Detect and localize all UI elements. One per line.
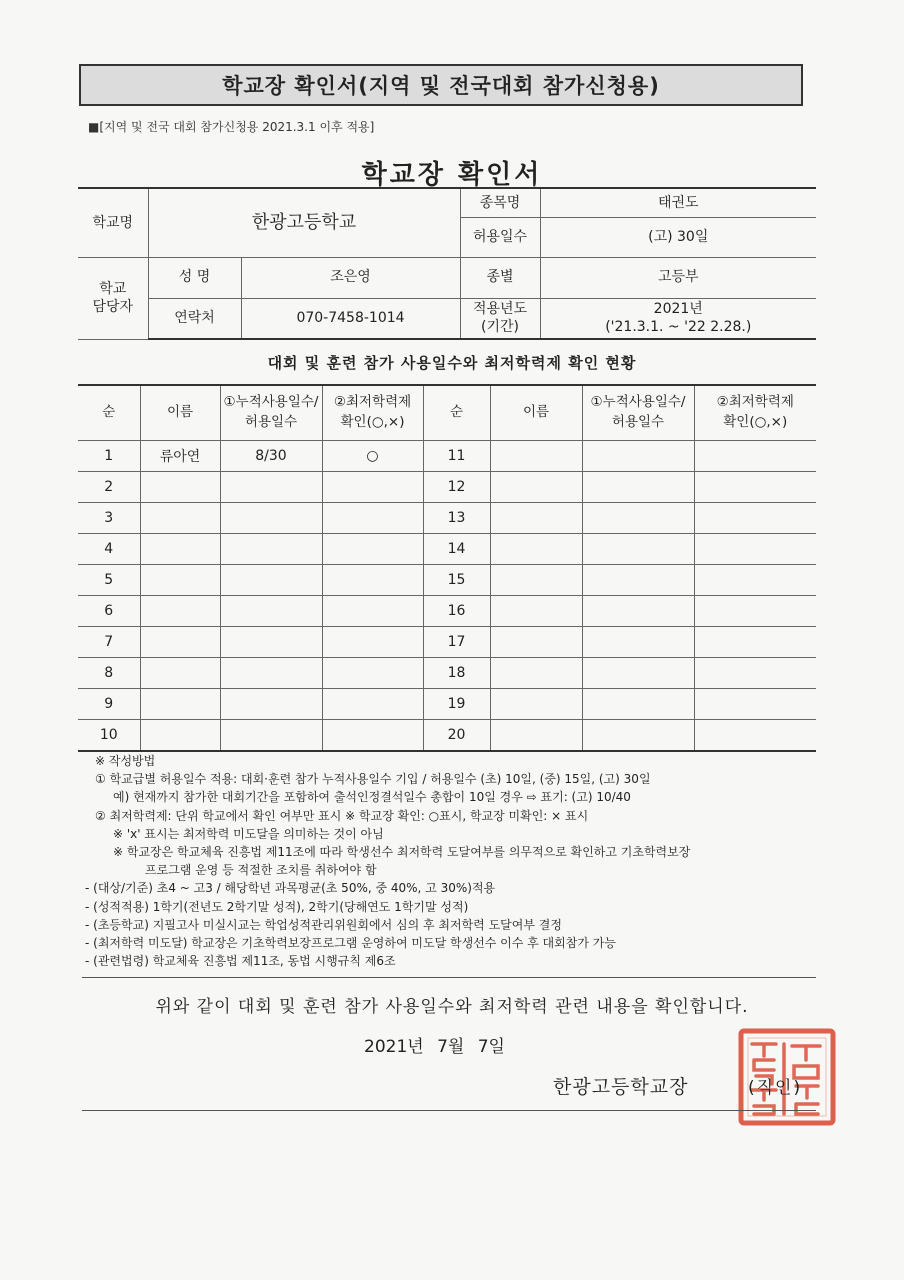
- roster-table: [78, 384, 816, 752]
- manager-label-line1: 학교: [99, 280, 127, 297]
- col-no-right: 순: [423, 385, 490, 441]
- col-days-left: ①누적사용일수/ 허용일수: [220, 385, 322, 441]
- category-label: 종별: [460, 257, 540, 298]
- confirmation-statement: 위와 같이 대회 및 훈련 참가 사용일수와 최저학력 관련 내용을 확인합니다.: [155, 997, 749, 1017]
- year-label-line1: 적용년도: [472, 301, 528, 318]
- year-label: [460, 298, 540, 339]
- contact-label: 연락처: [148, 298, 241, 339]
- table-row: 10 20: [78, 720, 816, 752]
- notes-line: ① 학교급별 허용일수 적용: 대회·훈련 참가 누적사용일수 기입 / 허용일수 (초) 10일, (중) 15일, (고) 30일: [95, 772, 651, 787]
- notes-line: ※ 학교장은 학교체육 진흥법 제11조에 따라 학생선수 최저학력 도달여부를 의무적으로 확인하고 기초학력보장: [113, 845, 691, 860]
- col-no-left: 순: [78, 385, 140, 441]
- manager-label-line2: 담당자: [92, 299, 134, 315]
- col-min-right: ②최저학력제 확인(○,×): [694, 385, 816, 441]
- table-row: 5 15: [78, 565, 816, 596]
- year-label-line2: (기간): [481, 319, 519, 336]
- table-row: 1 류아연 8/30 ○ 11: [78, 441, 816, 472]
- table-row: 8 18: [78, 658, 816, 689]
- divider: [82, 1110, 816, 1111]
- table-row: 2 12: [78, 472, 816, 503]
- notes-line: - (최저학력 미도달) 학교장은 기초학력보장프로그램 운영하여 미도달 학생선수 이수 후 대회참가 가능: [85, 936, 616, 951]
- principal-signature: 한광고등학교장: [553, 1076, 689, 1098]
- table-row: 7 17: [78, 627, 816, 658]
- allowed-days-value: (고) 30일: [540, 217, 816, 257]
- col-days-right: ①누적사용일수/ 허용일수: [582, 385, 694, 441]
- name-value: 조은영: [241, 257, 460, 298]
- notes-line: ※ 'x' 표시는 최저학력 미도달을 의미하는 것이 아님: [113, 826, 384, 841]
- divider: [82, 977, 816, 978]
- notes-line: - (초등학교) 지필고사 미실시교는 학업성적관리위원회에서 심의 후 최저학력 도달여부 결정: [85, 917, 562, 932]
- manager-label: [78, 257, 148, 339]
- notes-line: 예) 현재까지 참가한 대회기간을 포함하여 출석인정결석일수 총합이 10일 경우 ⇨ 표기: (고) 10/40: [113, 790, 631, 805]
- event-label: 종목명: [460, 188, 540, 217]
- document-title: 학교장 확인서: [361, 160, 543, 190]
- banner-title: 학교장 확인서(지역 및 전국대회 참가신청용): [79, 64, 803, 106]
- name-label: 성 명: [148, 257, 241, 298]
- info-table: [78, 187, 816, 340]
- col-min-left: ②최저학력제 확인(○,×): [322, 385, 423, 441]
- notes-line: - (대상/기준) 초4 ~ 고3 / 해당학년 과목평균(초 50%, 중 40%, 고 30%)적용: [85, 881, 496, 896]
- notes-line: - (관련법령) 학교체육 진흥법 제11조, 동법 시행규칙 제6조: [85, 954, 396, 969]
- category-value: 고등부: [540, 257, 816, 298]
- year-value: [540, 298, 816, 339]
- seal-label: (직인): [748, 1078, 803, 1098]
- allowed-days-label: 허용일수: [460, 217, 540, 257]
- writing-instructions: [85, 752, 835, 970]
- col-name-left: 이름: [140, 385, 220, 441]
- table-row: 4 14: [78, 534, 816, 565]
- contact-value: 070-7458-1014: [241, 298, 460, 339]
- notes-line: 프로그램 운영 등 적절한 조치를 취하여야 함: [145, 863, 377, 878]
- col-name-right: 이름: [490, 385, 582, 441]
- notes-line: - (성적적용) 1학기(전년도 2학기말 성적), 2학기(당해연도 1학기말 성적): [85, 899, 469, 914]
- school-value: 한광고등학교: [148, 188, 460, 257]
- year-value-line1: 2021년: [653, 301, 703, 318]
- table-row: 3 13: [78, 503, 816, 534]
- applies-note: ■[지역 및 전국 대회 참가신청용 2021.3.1 이후 적용]: [88, 120, 375, 134]
- event-value: 태권도: [540, 188, 816, 217]
- school-label: 학교명: [78, 188, 148, 257]
- table-row: 6 16: [78, 596, 816, 627]
- table-row: 9 19: [78, 689, 816, 720]
- notes-heading: ※ 작성방법: [95, 754, 156, 768]
- notes-line: ② 최저학력제: 단위 학교에서 확인 여부만 표시 ※ 학교장 확인: ○표시, 학교장 미확인: × 표시: [95, 808, 589, 823]
- roster-section-title: 대회 및 훈련 참가 사용일수와 최저학력제 확인 현황: [267, 354, 637, 372]
- confirmation-date: 2021년 7월 7일: [364, 1037, 505, 1057]
- year-value-line2: ('21.3.1. ~ '22 2.28.): [605, 319, 752, 336]
